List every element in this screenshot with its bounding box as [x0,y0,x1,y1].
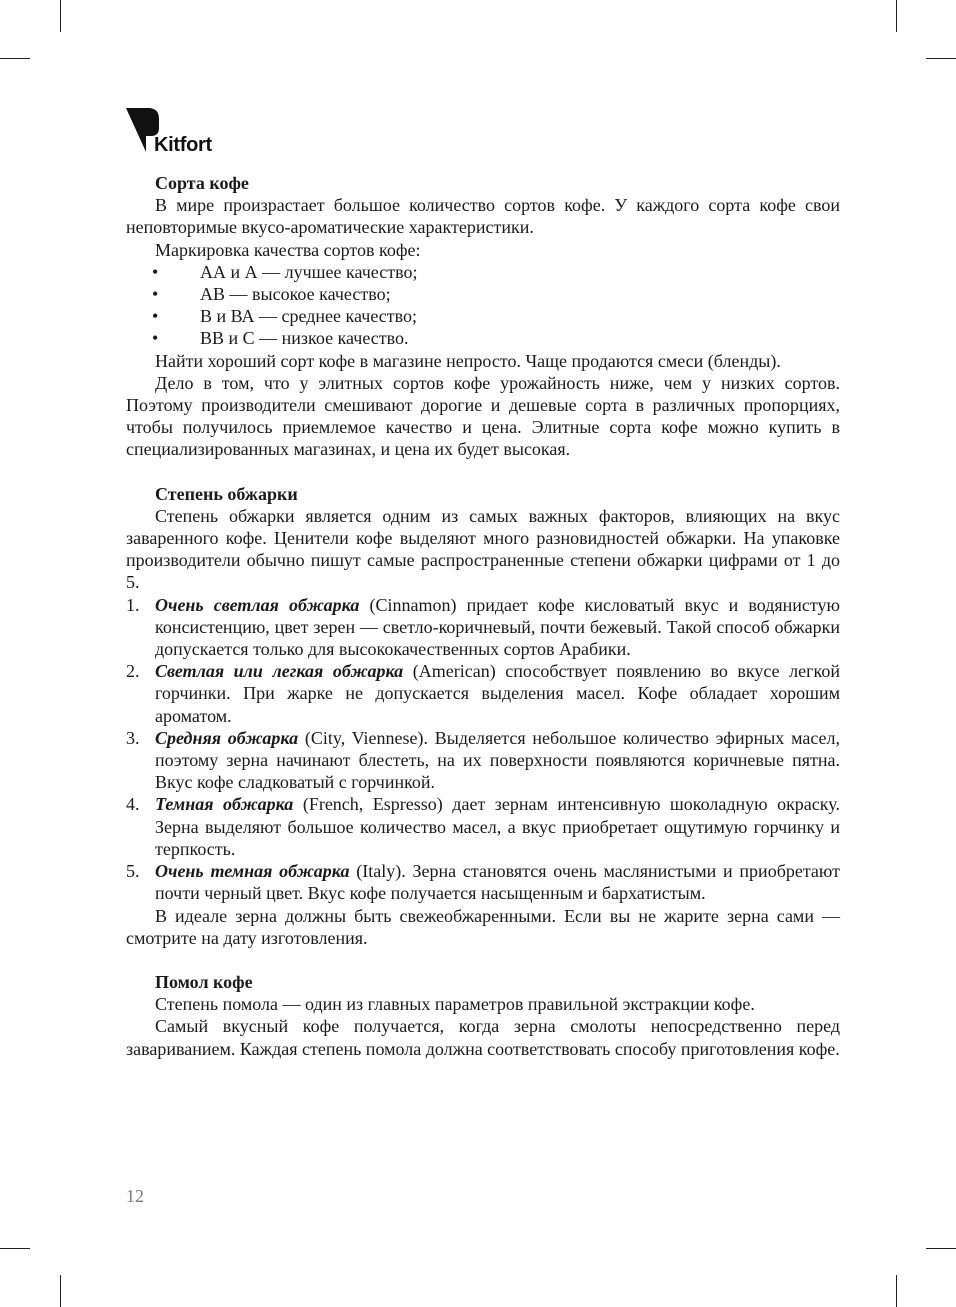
crop-mark [896,0,897,32]
list-item: 4. Темная обжарка (French, Espresso) дает зернам интенсивную шоколадную окраску. Зерна выделяют большое количество масел, а вкус приобретает ощутимую горчинку и терпкость. [126,794,840,859]
crop-mark [0,1248,30,1249]
list-item: • АА и А — лучшее качество; [152,261,418,282]
crop-mark [60,1275,61,1307]
list-item: 2. Светлая или легкая обжарка (American) способствует появлению во вкусе легкой горчинки. При жарке не допускается выделения масел. Кофе обладает хорошим ароматом. [126,661,840,726]
paragraph: Маркировка качества сортов кофе: [155,239,421,260]
section-title-coffee-varieties: Сорта кофе [155,173,249,193]
page-content [126,172,840,1060]
paragraph: Степень обжарки является одним из самых важных факторов, влияющих на вкус заваренного кофе. Ценители кофе выделяют много разновидностей обжарки. На упаковке производители обычно пишут самые распространенные степени обжарки цифрами от 1 до 5. [126,505,840,593]
list-item: • ВВ и С — низкое качество. [152,328,409,349]
crop-mark [926,1248,956,1249]
crop-mark [0,58,30,59]
list-item: • В и ВА — среднее качество; [152,306,417,327]
paragraph: В идеале зерна должны быть свежеобжаренными. Если вы не жарите зерна сами — смотрите на дату изготовления. [126,905,840,948]
bullet: • [152,328,159,349]
paragraph: Степень помола — один из главных параметров правильной экстракции кофе. [155,994,755,1015]
list-item: 5. Очень темная обжарка (Italy). Зерна становятся очень маслянистыми и приобретают почти черный цвет. Вкус кофе получается насыщенным и бархатистым. [126,861,840,904]
page-number: 12 [126,1186,144,1206]
list-item: 1. Очень светлая обжарка (Cinnamon) придает кофе кисловатый вкус и водянистую консистенцию, цвет зерен — светло-коричневый, почти бежевый. Такой способ обжарки допускается только для высококачественных сортов Арабики. [126,594,840,660]
paragraph: Самый вкусный кофе получается, когда зерна смолоты непосредственно перед завариванием. Каждая степень помола должна соответствовать способу приготовления кофе. [126,1016,840,1059]
bullet: • [152,284,159,305]
paragraph: Найти хороший сорт кофе в магазине непросто. Чаще продаются смеси (бленды). [155,350,781,371]
quality-grade-list [126,261,840,350]
crop-mark [896,1275,897,1307]
paragraph: Дело в том, что у элитных сортов кофе урожайность ниже, чем у низких сортов. Поэтому производители смешивают дорогие и дешевые сорта в различных пропорциях, чтобы получилось приемлемое качество и цена. Элитные сорта кофе можно купить в специализированных магазинах, и цена их будет высокая. [126,372,840,460]
brand-name: Kitfort [154,134,212,156]
list-item: 3. Средняя обжарка (City, Viennese). Выделяется небольшое количество эфирных масел, поэтому зерна начинают блестеть, на их поверхности появляются коричневые пятна. Вкус кофе сладковатый с горчинкой. [126,727,841,793]
bullet: • [152,261,159,282]
section-title-roast-level: Степень обжарки [155,483,298,504]
list-item: • АВ — высокое качество; [152,284,391,305]
crop-mark [60,0,61,32]
paragraph: В мире произрастает большое количество сортов кофе. У каждого сорта кофе свои неповторимые вкусо-ароматические характеристики. [126,195,840,238]
section-title-grind: Помол кофе [155,971,253,992]
roast-level-list [126,594,840,905]
crop-mark [926,58,956,59]
bullet: • [152,306,159,327]
